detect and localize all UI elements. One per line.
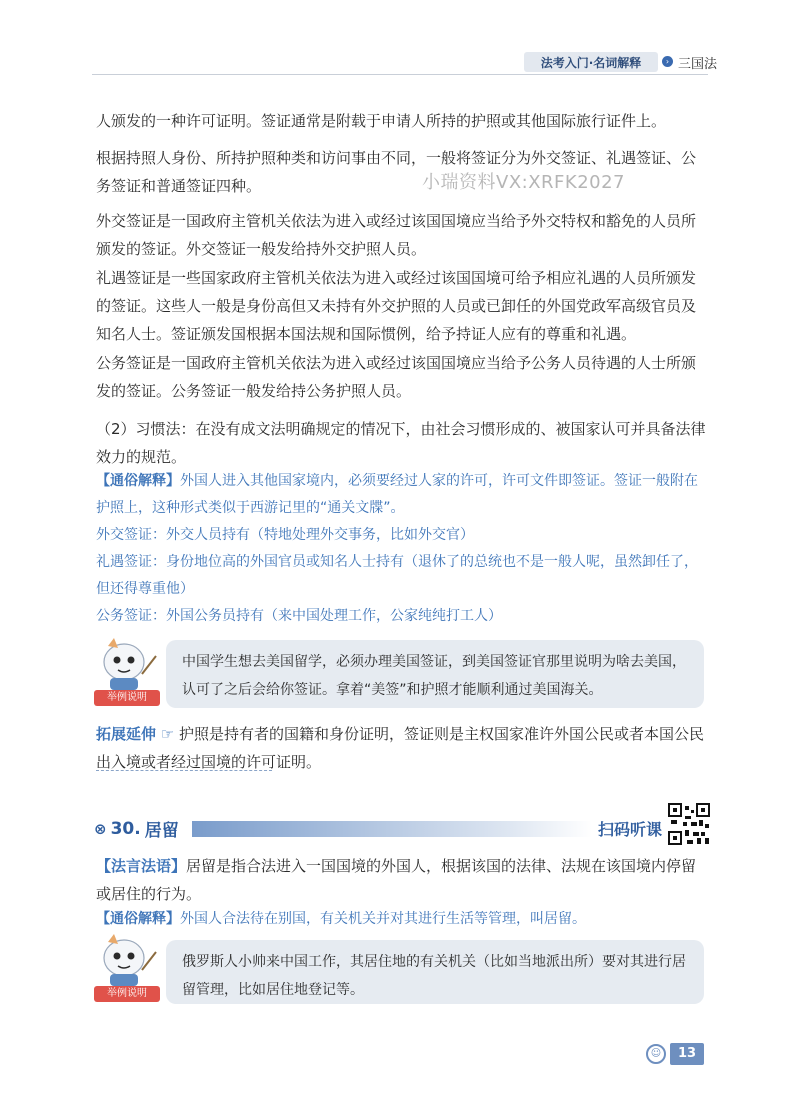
smile-icon: ☺	[646, 1044, 666, 1064]
section-title: 居留	[144, 821, 179, 841]
header-divider	[92, 74, 708, 75]
paragraph-service-visa: 公务签证是一国政府主管机关依法为进入或经过该国国境应当给予公务人员待遇的人士所颁发的签证。公务签证一般发给持公务护照人员。	[96, 354, 697, 400]
paragraph-diplomatic-visa: 外交签证是一国政府主管机关依法为进入或经过该国国境应当给予外交特权和豁免的人员所颁发的签证。外交签证一般发给持外交护照人员。	[96, 212, 697, 258]
mascot-icon	[94, 636, 160, 708]
example-text: 俄罗斯人小帅来中国工作，其居住地的有关机关（比如当地派出所）要对其进行居留管理，比如居住地登记等。	[182, 954, 686, 998]
paragraph-courtesy-visa: 礼遇签证是一些国家政府主管机关依法为进入或经过该国国境可给予相应礼遇的人员所颁发的签证。这些人一般是身份高但又未持有外交护照的人员或已卸任的外国党政军高级官员及知名人士。签证颁发国根据本国法规和国际惯例，给予持证人应有的尊重和礼遇。	[96, 269, 697, 343]
paragraph-visa-types: 根据持照人身份、所持护照种类和访问事由不同，一般将签证分为外交签证、礼遇签证、公务签证和普通签证四种。	[96, 149, 697, 195]
scan-label: 扫码听课	[597, 820, 662, 839]
pointing-hand-icon: ☞	[160, 725, 175, 743]
popular-explanation	[96, 468, 706, 522]
example-label: 举例说明	[94, 690, 160, 706]
legal-definition	[96, 852, 706, 908]
popular-courtesy: 礼遇签证：身份地位高的外国官员或知名人士持有（退休了的总统也不是一般人呢，虽然卸任了，但还得尊重他）	[96, 554, 698, 597]
legal-tag: 【法言法语】	[96, 857, 187, 875]
mascot-icon	[94, 932, 160, 1004]
watermark: 小瑞资料VX:XRFK2027	[422, 172, 626, 193]
chevron-right-icon: ›	[662, 56, 673, 67]
legal-text: 居留是指合法进入一国国境的外国人，根据该国的法律、法规在该国境内停留或居住的行为。	[96, 857, 697, 903]
page-number	[646, 1043, 704, 1065]
book-tag: 法考入门·名词解释	[524, 52, 658, 72]
popular-tag: 【通俗解释】	[96, 473, 180, 489]
page-header	[0, 50, 800, 76]
section-heading	[94, 816, 666, 842]
example-label: 举例说明	[94, 986, 160, 1002]
paragraph-customary-law: （2）习惯法：在没有成文法明确规定的情况下，由社会习惯形成的、被国家认可并具备法律效力的规范。	[96, 420, 706, 466]
popular-text: 外国人合法待在别国，有关机关并对其进行生活等管理，叫居留。	[180, 911, 586, 927]
chapter-title: 三国法	[678, 57, 718, 72]
popular-explanation-residence	[96, 906, 706, 933]
clock-icon: ⊗	[94, 819, 107, 838]
popular-service: 公务签证：外国公务员持有（来中国处理工作，公家纯纯打工人）	[96, 608, 502, 624]
popular-tag: 【通俗解释】	[96, 911, 180, 927]
extension-text: 护照是持有者的国籍和身份证明，签证则是主权国家准许外国公民或者本国公民出入境或者经过国境的许可证明。	[96, 725, 705, 771]
example-text: 中国学生想去美国留学，必须办理美国签证，到美国签证官那里说明为啥去美国，认可了之后会给你签证。拿着“美签”和护照才能顺利通过美国海关。	[182, 654, 686, 698]
section-index: 30.	[110, 818, 141, 839]
extension-paragraph	[96, 720, 706, 776]
example-box	[166, 640, 704, 708]
page-number-value: 13	[670, 1043, 704, 1065]
example-box	[166, 940, 704, 1004]
section-number	[94, 816, 179, 841]
extension-underline	[96, 770, 272, 771]
popular-text: 外国人进入其他国家境内，必须要经过人家的许可，许可文件即签证。签证一般附在护照上，这种形式类似于西游记里的“通关文牒”。	[96, 473, 698, 516]
popular-diplomatic: 外交签证：外交人员持有（特地处理外交事务，比如外交官）	[96, 527, 474, 543]
qr-code-icon[interactable]	[667, 802, 711, 846]
section-bar-decoration	[192, 821, 592, 837]
paragraph-visa-attach: 人颁发的一种许可证明。签证通常是附载于申请人所持的护照或其他国际旅行证件上。	[96, 112, 667, 130]
extension-title: 拓展延伸	[96, 725, 157, 743]
